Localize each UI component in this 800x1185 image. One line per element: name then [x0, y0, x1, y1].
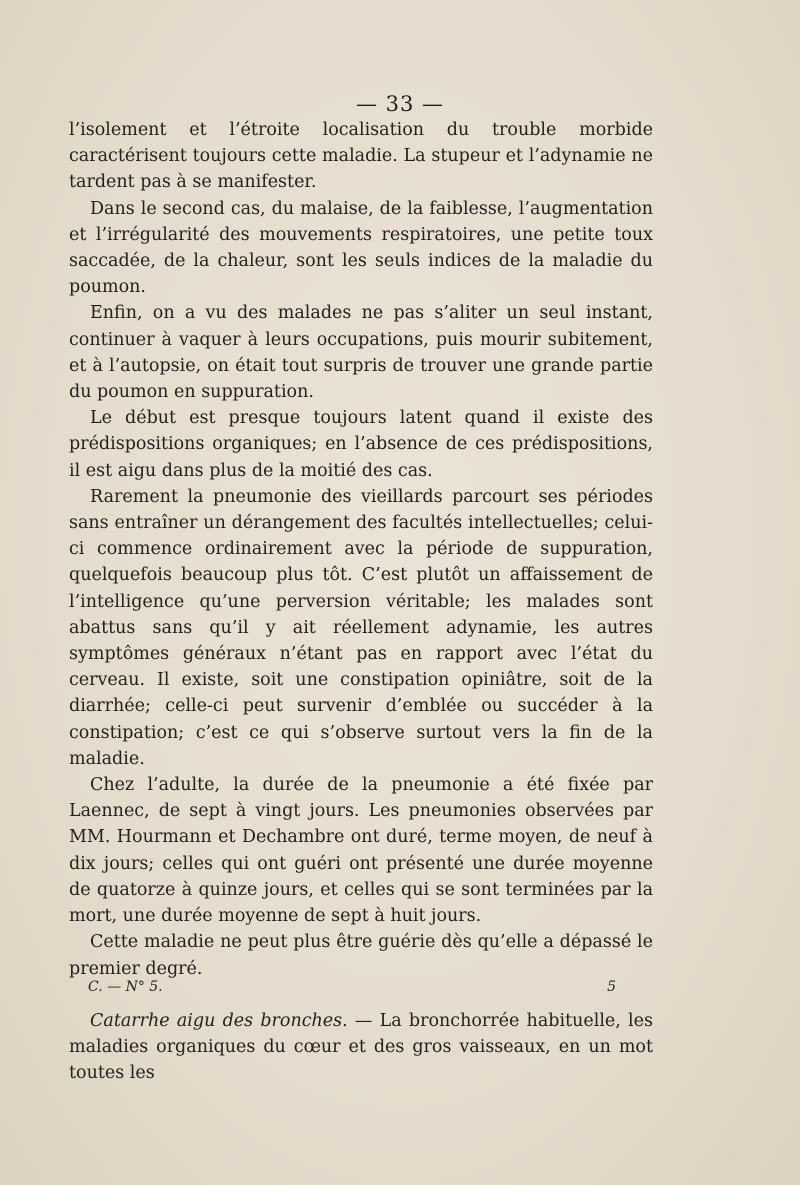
signature-mark: C. — N° 5. [88, 979, 163, 995]
section-paragraph [69, 1008, 653, 1087]
paragraph-5: Rarement la pneumonie des vieillards parcourt ses périodes sans entraîner un dérangement des facultés intellectuelles; celui-ci commence ordinairement avec la période de suppuration, quelquefois beaucoup plus tôt. C’est plutôt un affaissement de l’intelligence qu’une perversion véritable; les malades sont abattus sans qu’il y ait réellement adynamie, les autres symptômes généraux n’étant pas en rapport avec l’état du cerveau. Il existe, soit une constipation opiniâtre, soit de la diarrhée; celle-ci peut survenir d’emblée ou succéder à la constipation; c’est ce qui s’observe surtout vers la fin de la maladie. [69, 486, 653, 769]
paragraph-3: Enfin, on a vu des malades ne pas s’aliter un seul instant, continuer à vaquer à leurs occupations, puis mourir subitement, et à l’autopsie, on était tout surpris de trouver une grande partie du poumon en suppuration. [69, 303, 653, 403]
paragraph-6: Chez l’adulte, la durée de la pneumonie a été fixée par Laennec, de sept à vingt jours. Les pneumonies observées par MM. Hourmann et Dechambre ont duré, terme moyen, de neuf à dix jours; celles qui ont guéri ont présenté une durée moyenne de quatorze à quinze jours, et celles qui se sont terminées par la mort, une durée moyenne de sept à huit jours. [69, 775, 653, 927]
sheet-number: 5 [607, 979, 616, 995]
paragraph-4: Le début est presque toujours latent quand il existe des prédispositions organiques; en l’absence de ces prédispositions, il est aigu dans plus de la moitié des cas. [69, 408, 653, 481]
paragraph-1: l’isolement et l’étroite localisation du trouble morbide caractérisent toujours cette maladie. La stupeur et l’adynamie ne tardent pas à se manifester. [69, 120, 653, 193]
paragraph-2: Dans le second cas, du malaise, de la faiblesse, l’augmentation et l’irrégularité des mouvements respiratoires, une petite toux saccadée, de la chaleur, sont les seuls indices de la maladie du poumon. [69, 198, 653, 298]
body-text [69, 117, 653, 1086]
paragraph-7: Cette maladie ne peut plus être guérie dès qu’elle a dépassé le premier degré. [69, 932, 653, 979]
section-title: Catarrhe aigu des bronches. [90, 1010, 348, 1031]
page-number: — 33 — [355, 92, 445, 116]
section-text: — La bronchorrée habituelle, les maladies organiques du cœur et des gros vaisseaux, en un mot toutes les [69, 1010, 653, 1084]
